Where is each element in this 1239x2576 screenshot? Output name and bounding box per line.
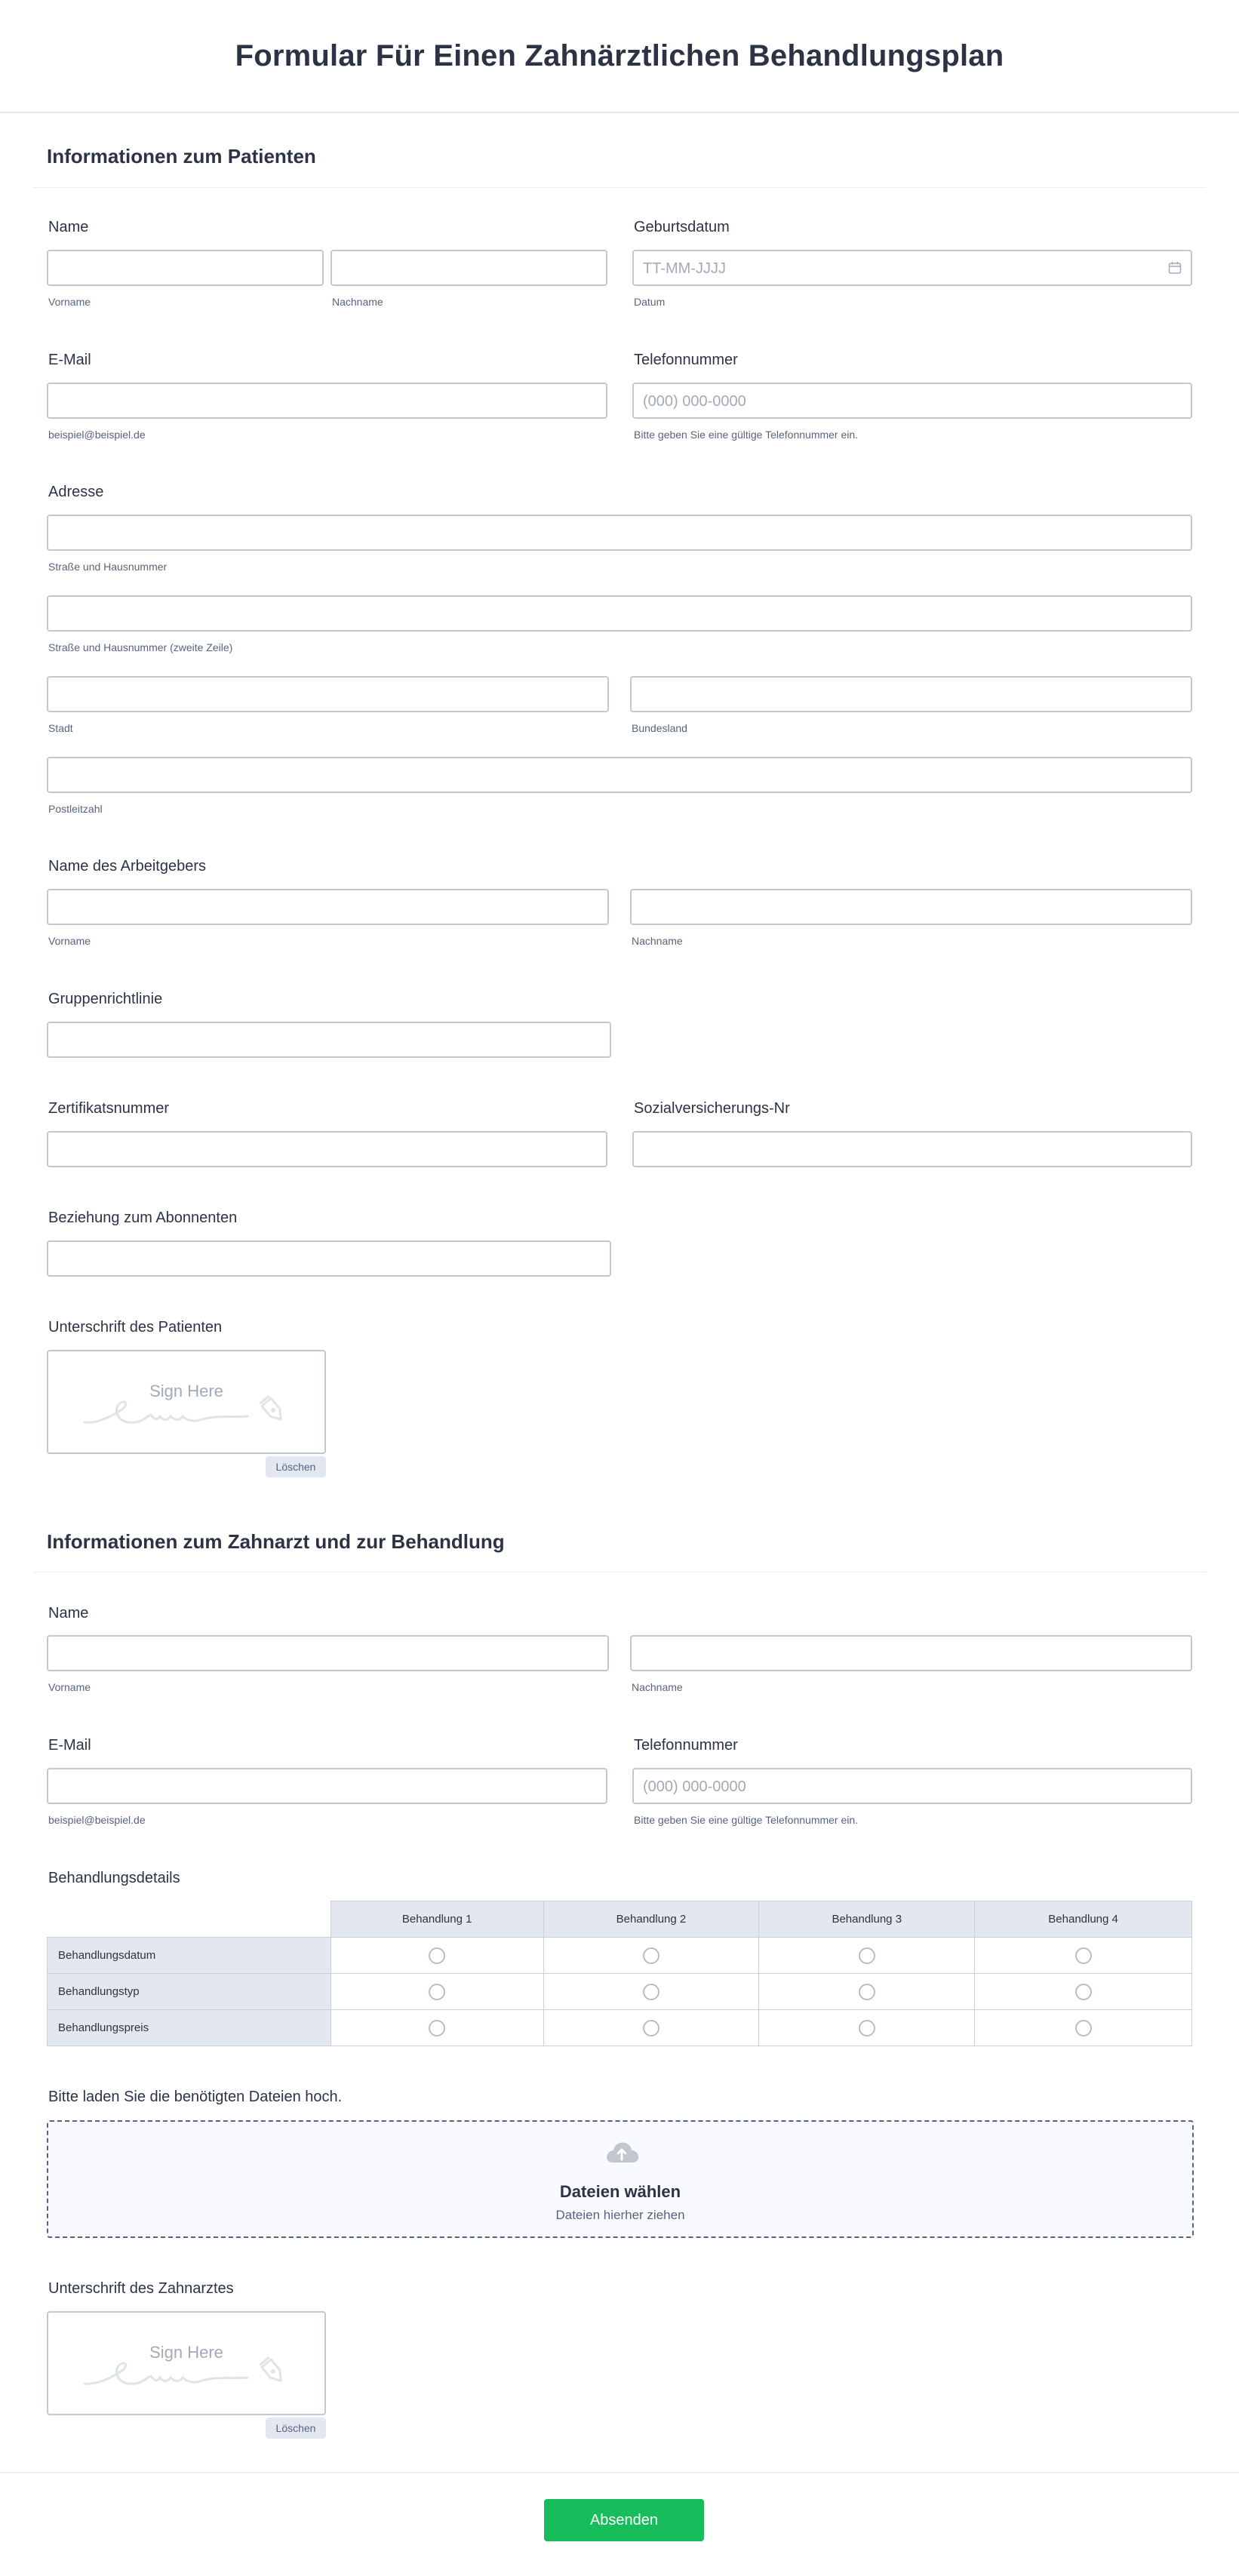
dentist-email-label: E-Mail [48, 1737, 91, 1754]
patient-phone-sublabel: Bitte geben Sie eine gültige Telefonnummer ein. [634, 429, 859, 441]
matrix-cell [975, 1974, 1192, 2010]
matrix-column-header: Behandlung 4 [975, 1901, 1192, 1938]
patient-signature-clear-button[interactable]: Löschen [266, 1456, 326, 1477]
group-policy-input[interactable] [47, 1022, 611, 1058]
matrix-cell [543, 1938, 759, 1974]
patient-last-name-input[interactable] [331, 250, 607, 286]
relation-input[interactable] [47, 1240, 611, 1277]
matrix-cell [331, 1938, 543, 1974]
matrix-column-header: Behandlung 3 [759, 1901, 975, 1938]
employer-last-sublabel: Nachname [632, 935, 683, 947]
relation-label: Beziehung zum Abonnenten [48, 1210, 238, 1226]
radio-button[interactable] [859, 1984, 875, 2000]
dentist-signature-placeholder: Sign Here [149, 2343, 223, 2362]
matrix-row-header: Behandlungspreis [48, 2010, 331, 2046]
matrix-row-header: Behandlungstyp [48, 1974, 331, 2010]
dentist-signature-label: Unterschrift des Zahnarztes [48, 2280, 234, 2297]
street2-input[interactable] [47, 595, 1192, 632]
patient-signature-pad[interactable] [47, 1350, 326, 1454]
radio-button[interactable] [643, 1947, 659, 1964]
footer-divider [0, 2472, 1239, 2473]
matrix-cell [975, 1938, 1192, 1974]
matrix-row [48, 2010, 1192, 2046]
employer-first-input[interactable] [47, 889, 609, 925]
section-title-patient: Informationen zum Patienten [47, 145, 316, 168]
radio-button[interactable] [643, 2020, 659, 2037]
submit-button[interactable]: Absenden [544, 2499, 704, 2541]
ssn-label: Sozialversicherungs-Nr [634, 1100, 790, 1117]
patient-name-label: Name [48, 219, 89, 235]
birth-date-sublabel: Datum [634, 296, 666, 308]
dentist-signature-clear-button[interactable]: Löschen [266, 2418, 326, 2439]
employer-first-sublabel: Vorname [48, 935, 91, 947]
matrix-cell [543, 1974, 759, 2010]
dentist-email-sublabel: beispiel@beispiel.de [48, 1814, 146, 1826]
patient-phone-input[interactable] [632, 383, 1192, 419]
matrix-header-row [48, 1901, 1192, 1938]
matrix-cell [331, 1974, 543, 2010]
upload-subtitle: Dateien hierher ziehen [555, 2208, 685, 2222]
patient-phone-label: Telefonnummer [634, 352, 738, 368]
radio-button[interactable] [1075, 1947, 1092, 1964]
matrix-cell [543, 2010, 759, 2046]
matrix-column-header: Behandlung 2 [543, 1901, 759, 1938]
matrix-cell [759, 1974, 975, 2010]
dentist-phone-sublabel: Bitte geben Sie eine gültige Telefonnummer ein. [634, 1814, 859, 1826]
radio-button[interactable] [859, 1947, 875, 1964]
radio-button[interactable] [1075, 1984, 1092, 2000]
radio-button[interactable] [429, 2020, 445, 2037]
birth-date-placeholder: TT-MM-JJJJ [643, 260, 726, 277]
signature-scribble-icon [81, 2350, 300, 2393]
certificate-label: Zertifikatsnummer [48, 1100, 170, 1117]
radio-button[interactable] [859, 2020, 875, 2037]
matrix-cell [331, 2010, 543, 2046]
patient-first-name-input[interactable] [47, 250, 324, 286]
address-label: Adresse [48, 484, 104, 500]
radio-button[interactable] [429, 1984, 445, 2000]
dentist-last-name-input[interactable] [630, 1635, 1192, 1671]
street2-sublabel: Straße und Hausnummer (zweite Zeile) [48, 641, 233, 653]
dentist-email-input[interactable] [47, 1768, 607, 1804]
signature-scribble-icon [81, 1389, 300, 1431]
patient-signature-placeholder: Sign Here [149, 1382, 223, 1400]
matrix-row-header: Behandlungsdatum [48, 1938, 331, 1974]
city-sublabel: Stadt [48, 722, 73, 734]
patient-last-name-sublabel: Nachname [332, 296, 383, 308]
matrix-cell [759, 2010, 975, 2046]
patient-email-input[interactable] [47, 383, 607, 419]
cloud-upload-icon [604, 2138, 640, 2166]
street-sublabel: Straße und Hausnummer [48, 561, 168, 573]
treatment-matrix [47, 1901, 1192, 2046]
dentist-first-name-sublabel: Vorname [48, 1681, 91, 1693]
dentist-last-name-sublabel: Nachname [632, 1681, 683, 1693]
group-policy-label: Gruppenrichtlinie [48, 991, 163, 1007]
matrix-row [48, 1974, 1192, 2010]
section-divider [33, 187, 1206, 188]
birth-date-label: Geburtsdatum [634, 219, 730, 235]
employer-last-input[interactable] [630, 889, 1192, 925]
patient-phone-placeholder: (000) 000-0000 [643, 393, 746, 410]
employer-label: Name des Arbeitgebers [48, 858, 207, 875]
dentist-name-label: Name [48, 1605, 89, 1622]
dentist-first-name-input[interactable] [47, 1635, 609, 1671]
patient-signature-label: Unterschrift des Patienten [48, 1319, 223, 1336]
dentist-phone-label: Telefonnummer [634, 1737, 738, 1754]
upload-title: Dateien wählen [559, 2182, 681, 2201]
matrix-cell [759, 1938, 975, 1974]
radio-button[interactable] [643, 1984, 659, 2000]
state-sublabel: Bundesland [632, 722, 687, 734]
zip-sublabel: Postleitzahl [48, 803, 103, 815]
form-header [0, 0, 1239, 113]
upload-label: Bitte laden Sie die benötigten Dateien hoch. [48, 2089, 343, 2105]
dentist-phone-placeholder: (000) 000-0000 [643, 1778, 746, 1795]
form-title: Formular Für Einen Zahnärztlichen Behandlungsplan [235, 38, 1004, 72]
matrix-row [48, 1938, 1192, 1974]
street-input[interactable] [47, 515, 1192, 551]
treatment-details-label: Behandlungsdetails [48, 1870, 180, 1886]
dentist-signature-pad[interactable] [47, 2311, 326, 2415]
matrix-corner [48, 1901, 331, 1938]
birth-date-input[interactable] [632, 250, 1192, 286]
zip-input[interactable] [47, 757, 1192, 793]
radio-button[interactable] [1075, 2020, 1092, 2037]
state-input[interactable] [630, 676, 1192, 712]
patient-email-label: E-Mail [48, 352, 91, 368]
file-upload-dropzone[interactable] [47, 2120, 1194, 2238]
section-title-dentist: Informationen zum Zahnarzt und zur Behandlung [47, 1530, 505, 1553]
dentist-phone-input[interactable] [632, 1768, 1192, 1804]
radio-button[interactable] [429, 1947, 445, 1964]
patient-email-sublabel: beispiel@beispiel.de [48, 429, 146, 441]
calendar-icon[interactable] [1168, 261, 1182, 275]
ssn-input[interactable] [632, 1131, 1192, 1167]
certificate-input[interactable] [47, 1131, 607, 1167]
patient-first-name-sublabel: Vorname [48, 296, 91, 308]
matrix-cell [975, 2010, 1192, 2046]
matrix-column-header: Behandlung 1 [331, 1901, 543, 1938]
city-input[interactable] [47, 676, 609, 712]
